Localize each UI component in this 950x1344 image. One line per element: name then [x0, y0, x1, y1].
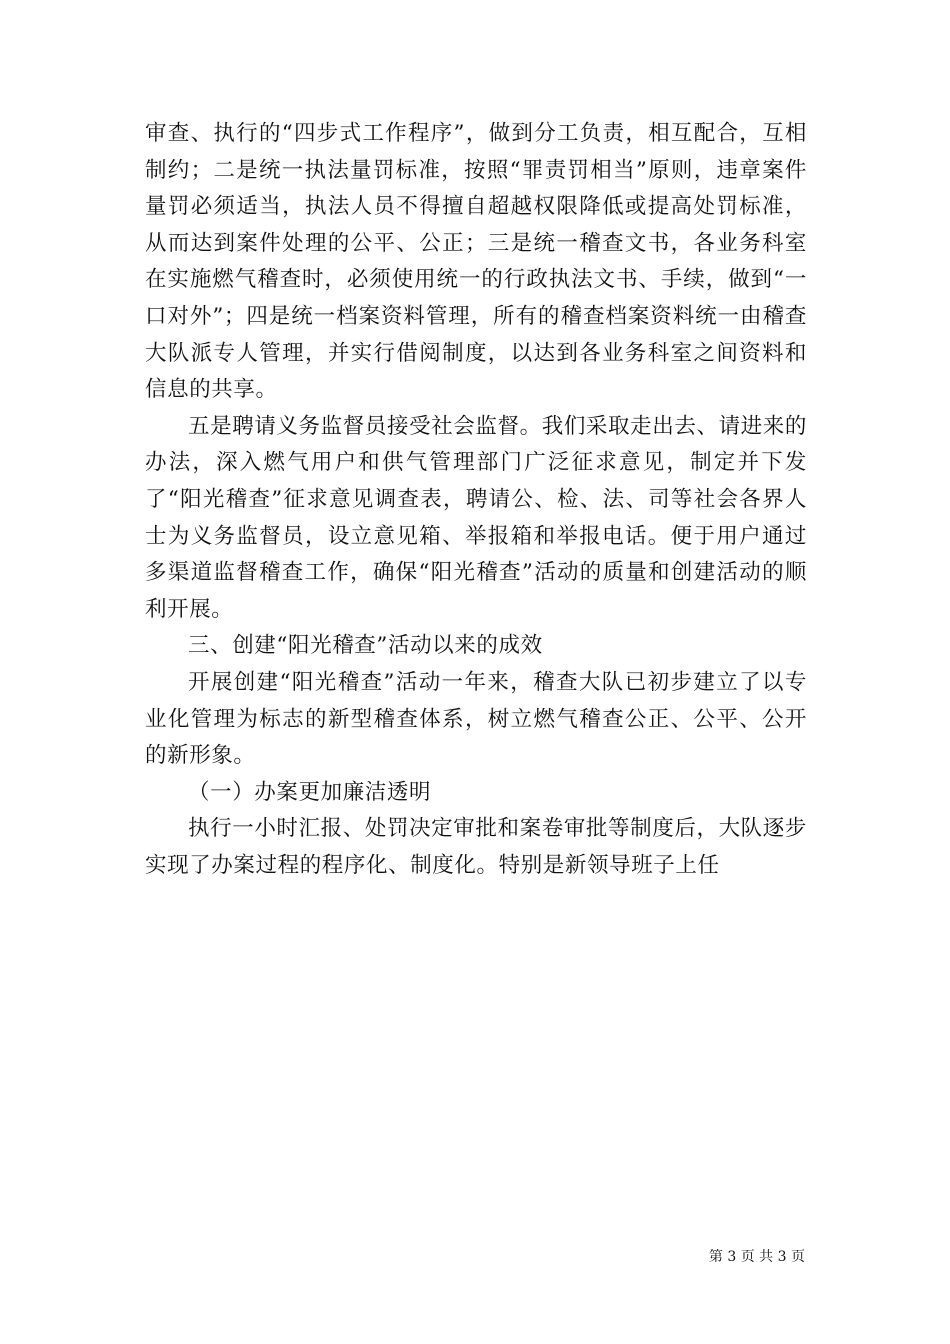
paragraph-continued: 审查、执行的“四步式工作程序”，做到分工负责，相互配合，互相制约；二是统一执法量罚标准，按照“罪责罚相当”原则，违章案件量罚必须适当，执法人员不得擅自超越权限降低或提高处罚标准，从而达到案件处理的公平、公正；三是统一稽查文书，各业务科室在实施燃气稽查时，必须使用统一的行政执法文书、手续，做到“一口对外”；四是统一档案资料管理，所有的稽查档案资料统一由稽查大队派专人管理，并实行借阅制度，以达到各业务科室之间资料和信息的共享。 — [145, 121, 807, 403]
paragraph-supervisors: 五是聘请义务监督员接受社会监督。我们采取走出去、请进来的办法，深入燃气用户和供气管理部门广泛征求意见，制定并下发了“阳光稽查”征求意见调查表，聘请公、检、法、司等社会各界人士为义务监督员，设立意见箱、举报箱和举报电话。便于用户通过多渠道监督稽查工作，确保“阳光稽查”活动的质量和创建活动的顺利开展。 — [145, 413, 807, 622]
paragraph-results-intro: 开展创建“阳光稽查”活动一年来，稽查大队已初步建立了以专业化管理为标志的新型稽查体系，树立燃气稽查公正、公平、公开的新形象。 — [145, 669, 807, 769]
section-heading-results: 三、创建“阳光稽查”活动以来的成效 — [188, 633, 543, 659]
document-body — [145, 116, 807, 884]
paragraph-transparency: 执行一小时汇报、处罚决定审批和案卷审批等制度后，大队逐步实现了办案过程的程序化、制度化。特别是新领导班子上任 — [145, 816, 807, 878]
subsection-heading-transparency: （一）办案更加廉洁透明 — [188, 779, 432, 805]
page-number: 第 3 页 共 3 页 — [708, 1249, 805, 1265]
